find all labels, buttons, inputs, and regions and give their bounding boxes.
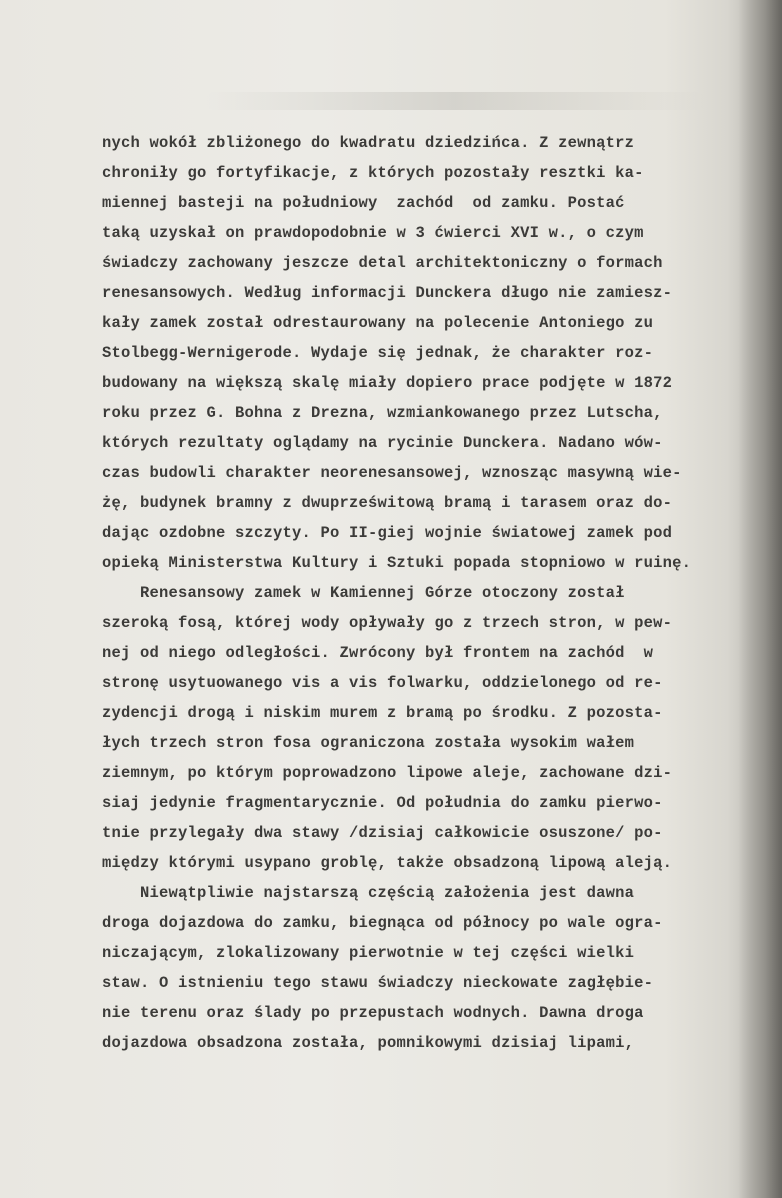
- paragraph-start-line: Niewątpliwie najstarszą częścią założenia jest dawna: [102, 884, 635, 902]
- text-line: siaj jedynie fragmentarycznie. Od południa do zamku pierwo-: [102, 794, 663, 812]
- text-line: szeroką fosą, której wody opływały go z trzech stron, w pew-: [102, 614, 673, 632]
- text-line: między którymi usypano groblę, także obsadzoną lipową aleją.: [102, 854, 673, 872]
- text-line: żę, budynek bramny z dwuprześwitową bramą i tarasem oraz do-: [102, 494, 673, 512]
- text-line: tnie przylegały dwa stawy /dzisiaj całkowicie osuszone/ po-: [102, 824, 663, 842]
- text-line: czas budowli charakter neorenesansowej, wznosząc masywną wie-: [102, 464, 682, 482]
- text-line: stronę usytuowanego vis a vis folwarku, oddzielonego od re-: [102, 674, 663, 692]
- text-line: opieką Ministerstwa Kultury i Sztuki popada stopniowo w ruinę.: [102, 554, 692, 572]
- text-line: świadczy zachowany jeszcze detal architektoniczny o formach: [102, 254, 663, 272]
- text-line: dojazdowa obsadzona została, pomnikowymi dzisiaj lipami,: [102, 1034, 635, 1052]
- text-line: roku przez G. Bohna z Drezna, wzmiankowanego przez Lutscha,: [102, 404, 663, 422]
- text-line: renesansowych. Według informacji Dunckera długo nie zamiesz-: [102, 284, 673, 302]
- text-line: kały zamek został odrestaurowany na polecenie Antoniego zu: [102, 314, 654, 332]
- text-line: zydencji drogą i niskim murem z bramą po środku. Z pozosta-: [102, 704, 663, 722]
- text-line: budowany na większą skalę miały dopiero prace podjęte w 1872: [102, 374, 673, 392]
- text-line: których rezultaty oglądamy na rycinie Dunckera. Nadano wów-: [102, 434, 663, 452]
- text-line: miennej basteji na południowy zachód od zamku. Postać: [102, 194, 625, 212]
- text-line: nych wokół zbliżonego do kwadratu dziedzińca. Z zewnątrz: [102, 134, 635, 152]
- text-line: chroniły go fortyfikacje, z których pozostały resztki ka-: [102, 164, 644, 182]
- text-line: ziemnym, po którym poprowadzono lipowe aleje, zachowane dzi-: [102, 764, 673, 782]
- text-line: droga dojazdowa do zamku, biegnąca od północy po wale ogra-: [102, 914, 663, 932]
- text-line: łych trzech stron fosa ograniczona została wysokim wałem: [102, 734, 635, 752]
- text-line: staw. O istnieniu tego stawu świadczy nieckowate zagłębie-: [102, 974, 654, 992]
- text-line: niczającym, zlokalizowany pierwotnie w tej części wielki: [102, 944, 635, 962]
- paragraph-start-line: Renesansowy zamek w Kamiennej Górze otoczony został: [102, 584, 625, 602]
- text-line: taką uzyskał on prawdopodobnie w 3 ćwierci XVI w., o czym: [102, 224, 644, 242]
- text-line: nej od niego odległości. Zwrócony był frontem na zachód w: [102, 644, 654, 662]
- text-line: Stolbegg-Wernigerode. Wydaje się jednak, że charakter roz-: [102, 344, 654, 362]
- text-line: nie terenu oraz ślady po przepustach wodnych. Dawna droga: [102, 1004, 644, 1022]
- text-line: dając ozdobne szczyty. Po II-giej wojnie światowej zamek pod: [102, 524, 673, 542]
